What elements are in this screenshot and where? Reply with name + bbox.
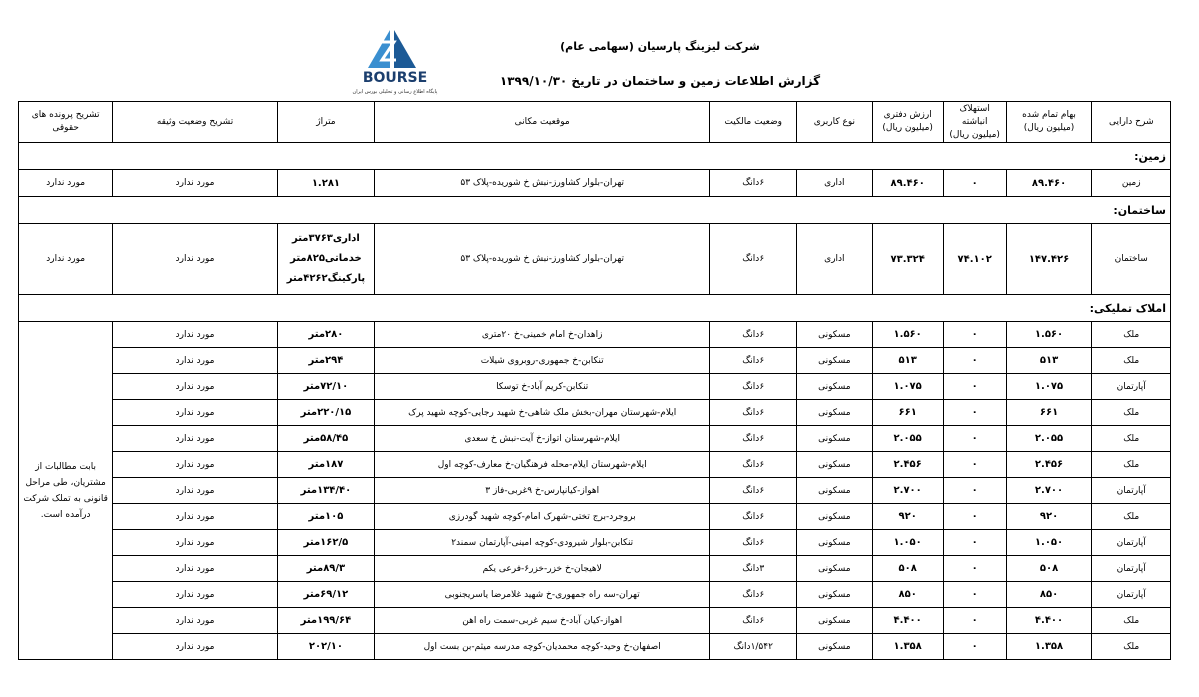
cell-depreciation: ۷۴.۱۰۲ xyxy=(943,224,1006,295)
report-title: گزارش اطلاعات زمین و ساختمان در تاریخ ۱۳۹۹/۱۰/۳۰ xyxy=(499,74,821,88)
cell-book: ۵۰۸ xyxy=(872,556,943,582)
cell-type: ملک xyxy=(1092,426,1171,452)
cell-book: ۴.۴۰۰ xyxy=(872,608,943,634)
cell-use: مسکونی xyxy=(797,530,872,556)
cell-ownership: ۶دانگ xyxy=(710,322,797,348)
cell-depreciation: ۰ xyxy=(943,478,1006,504)
section-title: ساختمان: xyxy=(19,197,1171,224)
col-use: نوع کاربری xyxy=(797,102,872,143)
cell-book: ۷۳.۳۲۴ xyxy=(872,224,943,295)
cell-collateral: مورد ندارد xyxy=(113,582,277,608)
cell-location: تنکابن-کریم آباد-خ توسکا xyxy=(375,374,710,400)
cell-book: ۱.۳۵۸ xyxy=(872,634,943,660)
col-area: متراژ xyxy=(277,102,374,143)
cell-type: آپارتمان xyxy=(1092,556,1171,582)
cell-use: مسکونی xyxy=(797,556,872,582)
cell-use: مسکونی xyxy=(797,478,872,504)
table-row xyxy=(19,478,1171,504)
cell-location: تنکابن-بلوار شیرودی-کوچه امینی-آپارتمان سمند۲ xyxy=(375,530,710,556)
cell-depreciation: ۰ xyxy=(943,608,1006,634)
cell-cost: ۲.۰۵۵ xyxy=(1006,426,1092,452)
table-row xyxy=(19,224,1171,295)
cell-location: تهران-سه راه جمهوری-خ شهید غلامرضا یاسریجنوبی xyxy=(375,582,710,608)
cell-use: مسکونی xyxy=(797,348,872,374)
cell-book: ۲.۰۵۵ xyxy=(872,426,943,452)
col-collateral: تشریح وضعیت وثیقه xyxy=(113,102,277,143)
col-asset-type: شرح دارایی xyxy=(1092,102,1171,143)
cell-location: ایلام-شهرستان ایلام-محله فرهنگیان-خ معارف-کوچه اول xyxy=(375,452,710,478)
cell-book: ۹۲۰ xyxy=(872,504,943,530)
cell-collateral: مورد ندارد xyxy=(113,478,277,504)
section-land xyxy=(19,143,1171,170)
cell-cost: ۱.۰۷۵ xyxy=(1006,374,1092,400)
cell-collateral: مورد ندارد xyxy=(113,556,277,582)
cell-location: اصفهان-خ وحید-کوچه محمدیان-کوچه مدرسه میثم-بن بست اول xyxy=(375,634,710,660)
cell-type: ملک xyxy=(1092,452,1171,478)
cell-book: ۸۹.۴۶۰ xyxy=(872,170,943,197)
cell-location: تهران-بلوار کشاورز-نبش خ شوریده-پلاک ۵۳ xyxy=(375,170,710,197)
col-location: موقعیت مکانی xyxy=(375,102,710,143)
cell-use: مسکونی xyxy=(797,452,872,478)
cell-book: ۸۵۰ xyxy=(872,582,943,608)
cell-area: ۸۹/۳متر xyxy=(277,556,374,582)
section-building xyxy=(19,197,1171,224)
cell-book: ۱.۰۵۰ xyxy=(872,530,943,556)
cell-cost: ۸۵۰ xyxy=(1006,582,1092,608)
cell-ownership: ۶دانگ xyxy=(710,400,797,426)
cell-type: آپارتمان xyxy=(1092,582,1171,608)
cell-area: ۵۸/۴۵متر xyxy=(277,426,374,452)
cell-book: ۲.۴۵۶ xyxy=(872,452,943,478)
table-row xyxy=(19,400,1171,426)
cell-cost: ۵۱۳ xyxy=(1006,348,1092,374)
table-row xyxy=(19,170,1171,197)
cell-area: ۲۸۰متر xyxy=(277,322,374,348)
cell-area: ۶۹/۱۲متر xyxy=(277,582,374,608)
table-row xyxy=(19,582,1171,608)
cell-collateral: مورد ندارد xyxy=(113,348,277,374)
cell-area: ۱۹۹/۶۴متر xyxy=(277,608,374,634)
table-row xyxy=(19,374,1171,400)
table-row xyxy=(19,322,1171,348)
cell-book: ۱.۵۶۰ xyxy=(872,322,943,348)
cell-cost: ۲.۷۰۰ xyxy=(1006,478,1092,504)
cell-type: آپارتمان xyxy=(1092,478,1171,504)
cell-legal: مورد ندارد xyxy=(19,170,113,197)
cell-type: ملک xyxy=(1092,504,1171,530)
cell-legal-note: بابت مطالبات از مشتریان، طی مراحل قانونی به تملک شرکت درآمده است. xyxy=(19,322,113,660)
cell-ownership: ۶دانگ xyxy=(710,374,797,400)
cell-ownership: ۶دانگ xyxy=(710,348,797,374)
cell-depreciation: ۰ xyxy=(943,582,1006,608)
cell-location: اهواز-کیانپارس-خ ۹غربی-فاز ۳ xyxy=(375,478,710,504)
cell-cost: ۱۴۷.۴۲۶ xyxy=(1006,224,1092,295)
cell-use: مسکونی xyxy=(797,582,872,608)
cell-collateral: مورد ندارد xyxy=(113,452,277,478)
cell-location: ایلام-شهرستان اتواز-خ آیت-نبش خ سعدی xyxy=(375,426,710,452)
cell-use: مسکونی xyxy=(797,374,872,400)
cell-collateral: مورد ندارد xyxy=(113,322,277,348)
cell-collateral: مورد ندارد xyxy=(113,530,277,556)
cell-type: ملک xyxy=(1092,322,1171,348)
cell-cost: ۶۶۱ xyxy=(1006,400,1092,426)
cell-location: تنکابن-خ جمهوری-روبروی شیلات xyxy=(375,348,710,374)
cell-depreciation: ۰ xyxy=(943,400,1006,426)
cell-legal: مورد ندارد xyxy=(19,224,113,295)
cell-use: اداری xyxy=(797,170,872,197)
cell-area: ۲۰۲/۱۰ xyxy=(277,634,374,660)
company-name: شرکت لیزینگ پارسیان (سهامی عام) xyxy=(560,40,760,53)
cell-location: زاهدان-خ امام خمینی-خ ۲۰متری xyxy=(375,322,710,348)
col-cost: بهام تمام شده (میلیون ریال) xyxy=(1006,102,1092,143)
cell-use: مسکونی xyxy=(797,400,872,426)
cell-location: تهران-بلوار کشاورز-نبش خ شوریده-پلاک ۵۳ xyxy=(375,224,710,295)
cell-collateral: مورد ندارد xyxy=(113,170,277,197)
cell-depreciation: ۰ xyxy=(943,322,1006,348)
cell-type: ملک xyxy=(1092,348,1171,374)
col-depreciation: استهلاک انباشته (میلیون ریال) xyxy=(943,102,1006,143)
cell-collateral: مورد ندارد xyxy=(113,608,277,634)
area-parking: پارکینگ۴۲۶۲متر xyxy=(286,273,366,284)
table-row xyxy=(19,504,1171,530)
cell-collateral: مورد ندارد xyxy=(113,426,277,452)
logo-subtext: پایگاه اطلاع رسانی و تحلیلی بورس ایران xyxy=(352,89,438,95)
table-row xyxy=(19,556,1171,582)
cell-area: ۱۸۷متر xyxy=(277,452,374,478)
cell-area: ۲۲۰/۱۵متر xyxy=(277,400,374,426)
cell-collateral: مورد ندارد xyxy=(113,504,277,530)
cell-book: ۶۶۱ xyxy=(872,400,943,426)
cell-cost: ۱.۳۵۸ xyxy=(1006,634,1092,660)
cell-depreciation: ۰ xyxy=(943,556,1006,582)
area-service: خدماتی۸۲۵متر xyxy=(290,253,362,264)
cell-cost: ۵۰۸ xyxy=(1006,556,1092,582)
col-book-value: ارزش دفتری (میلیون ریال) xyxy=(872,102,943,143)
table-row xyxy=(19,530,1171,556)
table-header-row xyxy=(19,102,1171,143)
cell-ownership: ۶دانگ xyxy=(710,504,797,530)
cell-type: ملک xyxy=(1092,400,1171,426)
cell-use: مسکونی xyxy=(797,322,872,348)
cell-cost: ۱.۵۶۰ xyxy=(1006,322,1092,348)
cell-type: ملک xyxy=(1092,608,1171,634)
cell-depreciation: ۰ xyxy=(943,426,1006,452)
cell-depreciation: ۰ xyxy=(943,348,1006,374)
cell-cost: ۸۹.۴۶۰ xyxy=(1006,170,1092,197)
cell-area: ۱.۲۸۱ xyxy=(277,170,374,197)
cell-type: زمین xyxy=(1092,170,1171,197)
cell-type: ملک xyxy=(1092,634,1171,660)
cell-ownership: ۶دانگ xyxy=(710,170,797,197)
cell-location: اهواز-کیان آباد-خ سیم غربی-سمت راه اهن xyxy=(375,608,710,634)
logo-text: BOURSE xyxy=(362,70,428,86)
col-ownership: وضعیت مالکیت xyxy=(710,102,797,143)
cell-type: ساختمان xyxy=(1092,224,1171,295)
cell-depreciation: ۰ xyxy=(943,374,1006,400)
cell-cost: ۹۲۰ xyxy=(1006,504,1092,530)
cell-area: ۱۶۲/۵متر xyxy=(277,530,374,556)
cell-ownership: ۶دانگ xyxy=(710,452,797,478)
cell-use: مسکونی xyxy=(797,504,872,530)
table-row xyxy=(19,348,1171,374)
cell-type: آپارتمان xyxy=(1092,530,1171,556)
cell-cost: ۲.۴۵۶ xyxy=(1006,452,1092,478)
section-title: زمین: xyxy=(19,143,1171,170)
cell-area: ۲۹۴متر xyxy=(277,348,374,374)
area-office: اداری۳۷۶۳متر xyxy=(292,233,360,244)
cell-ownership: ۳دانگ xyxy=(710,556,797,582)
cell-ownership: ۶دانگ xyxy=(710,478,797,504)
cell-ownership: ۶دانگ xyxy=(710,224,797,295)
cell-book: ۲.۷۰۰ xyxy=(872,478,943,504)
assets-table xyxy=(18,101,1171,660)
cell-ownership: ۱/۵۴۲دانگ xyxy=(710,634,797,660)
cell-area: ۷۲/۱۰متر xyxy=(277,374,374,400)
cell-depreciation: ۰ xyxy=(943,504,1006,530)
cell-collateral: مورد ندارد xyxy=(113,374,277,400)
cell-cost: ۴.۴۰۰ xyxy=(1006,608,1092,634)
table-row xyxy=(19,452,1171,478)
cell-cost: ۱.۰۵۰ xyxy=(1006,530,1092,556)
cell-area: ۱۰۵متر xyxy=(277,504,374,530)
cell-collateral: مورد ندارد xyxy=(113,634,277,660)
section-owned xyxy=(19,295,1171,322)
cell-depreciation: ۰ xyxy=(943,634,1006,660)
table-row xyxy=(19,608,1171,634)
section-title: املاک تملیکی: xyxy=(19,295,1171,322)
table-row xyxy=(19,426,1171,452)
cell-collateral: مورد ندارد xyxy=(113,224,277,295)
cell-area: ۱۳۴/۴۰متر xyxy=(277,478,374,504)
cell-use: مسکونی xyxy=(797,608,872,634)
cell-ownership: ۶دانگ xyxy=(710,530,797,556)
cell-area xyxy=(277,224,374,295)
cell-book: ۱.۰۷۵ xyxy=(872,374,943,400)
cell-use: مسکونی xyxy=(797,634,872,660)
cell-depreciation: ۰ xyxy=(943,170,1006,197)
col-legal: تشریح پرونده های حقوقی xyxy=(19,102,113,143)
cell-ownership: ۶دانگ xyxy=(710,608,797,634)
cell-location: بروجرد-برج تختی-شهرک امام-کوچه شهید گودرزی xyxy=(375,504,710,530)
cell-book: ۵۱۳ xyxy=(872,348,943,374)
cell-location: ایلام-شهرستان مهران-بخش ملک شاهی-خ شهید رجایی-کوچه شهید پرک xyxy=(375,400,710,426)
cell-depreciation: ۰ xyxy=(943,530,1006,556)
cell-type: آپارتمان xyxy=(1092,374,1171,400)
cell-ownership: ۶دانگ xyxy=(710,426,797,452)
cell-ownership: ۶دانگ xyxy=(710,582,797,608)
table-row xyxy=(19,634,1171,660)
cell-depreciation: ۰ xyxy=(943,452,1006,478)
cell-use: اداری xyxy=(797,224,872,295)
cell-location: لاهیجان-خ خزر-خزر۶-فرعی یکم xyxy=(375,556,710,582)
cell-use: مسکونی xyxy=(797,426,872,452)
bourse-logo xyxy=(350,28,440,98)
cell-collateral: مورد ندارد xyxy=(113,400,277,426)
